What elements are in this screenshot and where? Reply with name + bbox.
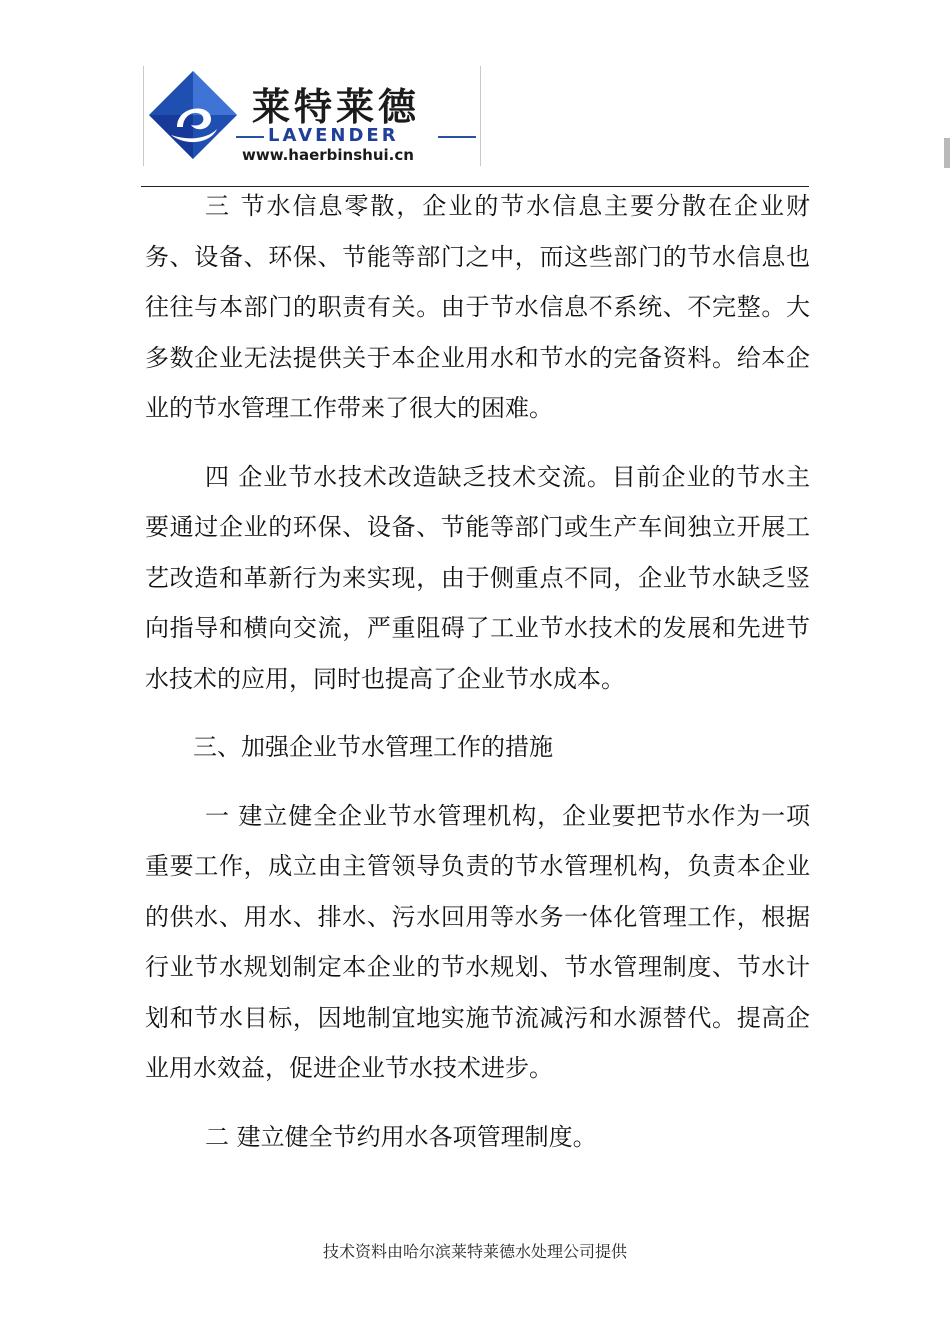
section-heading-measures: 三、加强企业节水管理工作的措施 <box>193 733 553 761</box>
page-edge-marker <box>944 138 950 168</box>
paragraph-tech-exchange: 四 企业节水技术改造缺乏技术交流。目前企业的节水主要通过企业的环保、设备、节能等部门或生产车间独立开展工艺改造和革新行为来实现，由于侧重点不同，企业节水缺乏竖向指导和横向交流，严重阻碍了工业节水技术的发展和先进节水技术的应用，同时也提高了企业节水成本。 <box>145 462 810 693</box>
logo-rule-left <box>236 136 264 138</box>
page-footer: 技术资料由哈尔滨莱特莱德水处理公司提供 <box>322 1242 627 1261</box>
paragraph-management-body: 一 建立健全企业节水管理机构，企业要把节水作为一项重要工作，成立由主管领导负责的节水管理机构，负责本企业的供水、用水、排水、污水回用等水务一体化管理工作，根据行业节水规划制定本企业的节水规划、节水管理制度、节水计划和节水目标，因地制宜地实施节流减污和水源替代。提高企业用水效益，促进企业节水技术进步。 <box>145 801 810 1082</box>
document-body <box>145 181 810 1162</box>
paragraph-info-scattered: 三 节水信息零散，企业的节水信息主要分散在企业财务、设备、环保、节能等部门之中，而这些部门的节水信息也往往与本部门的职责有关。由于节水信息不系统、不完整。大多数企业无法提供关于本企业用水和节水的完备资料。给本企业的节水管理工作带来了很大的困难。 <box>145 192 810 422</box>
logo-diamond-emblem-icon <box>147 69 239 161</box>
logo-english-row <box>236 125 476 147</box>
logo-url: www.haerbinshui.cn <box>242 146 414 164</box>
logo-chinese-name: 莱特莱德 <box>252 85 421 129</box>
logo-english-name: LAVENDER <box>268 125 399 146</box>
company-logo <box>143 66 481 166</box>
logo-rule-right <box>438 136 476 138</box>
paragraph-management-rules: 二 建立健全节约用水各项管理制度。 <box>205 1122 597 1151</box>
